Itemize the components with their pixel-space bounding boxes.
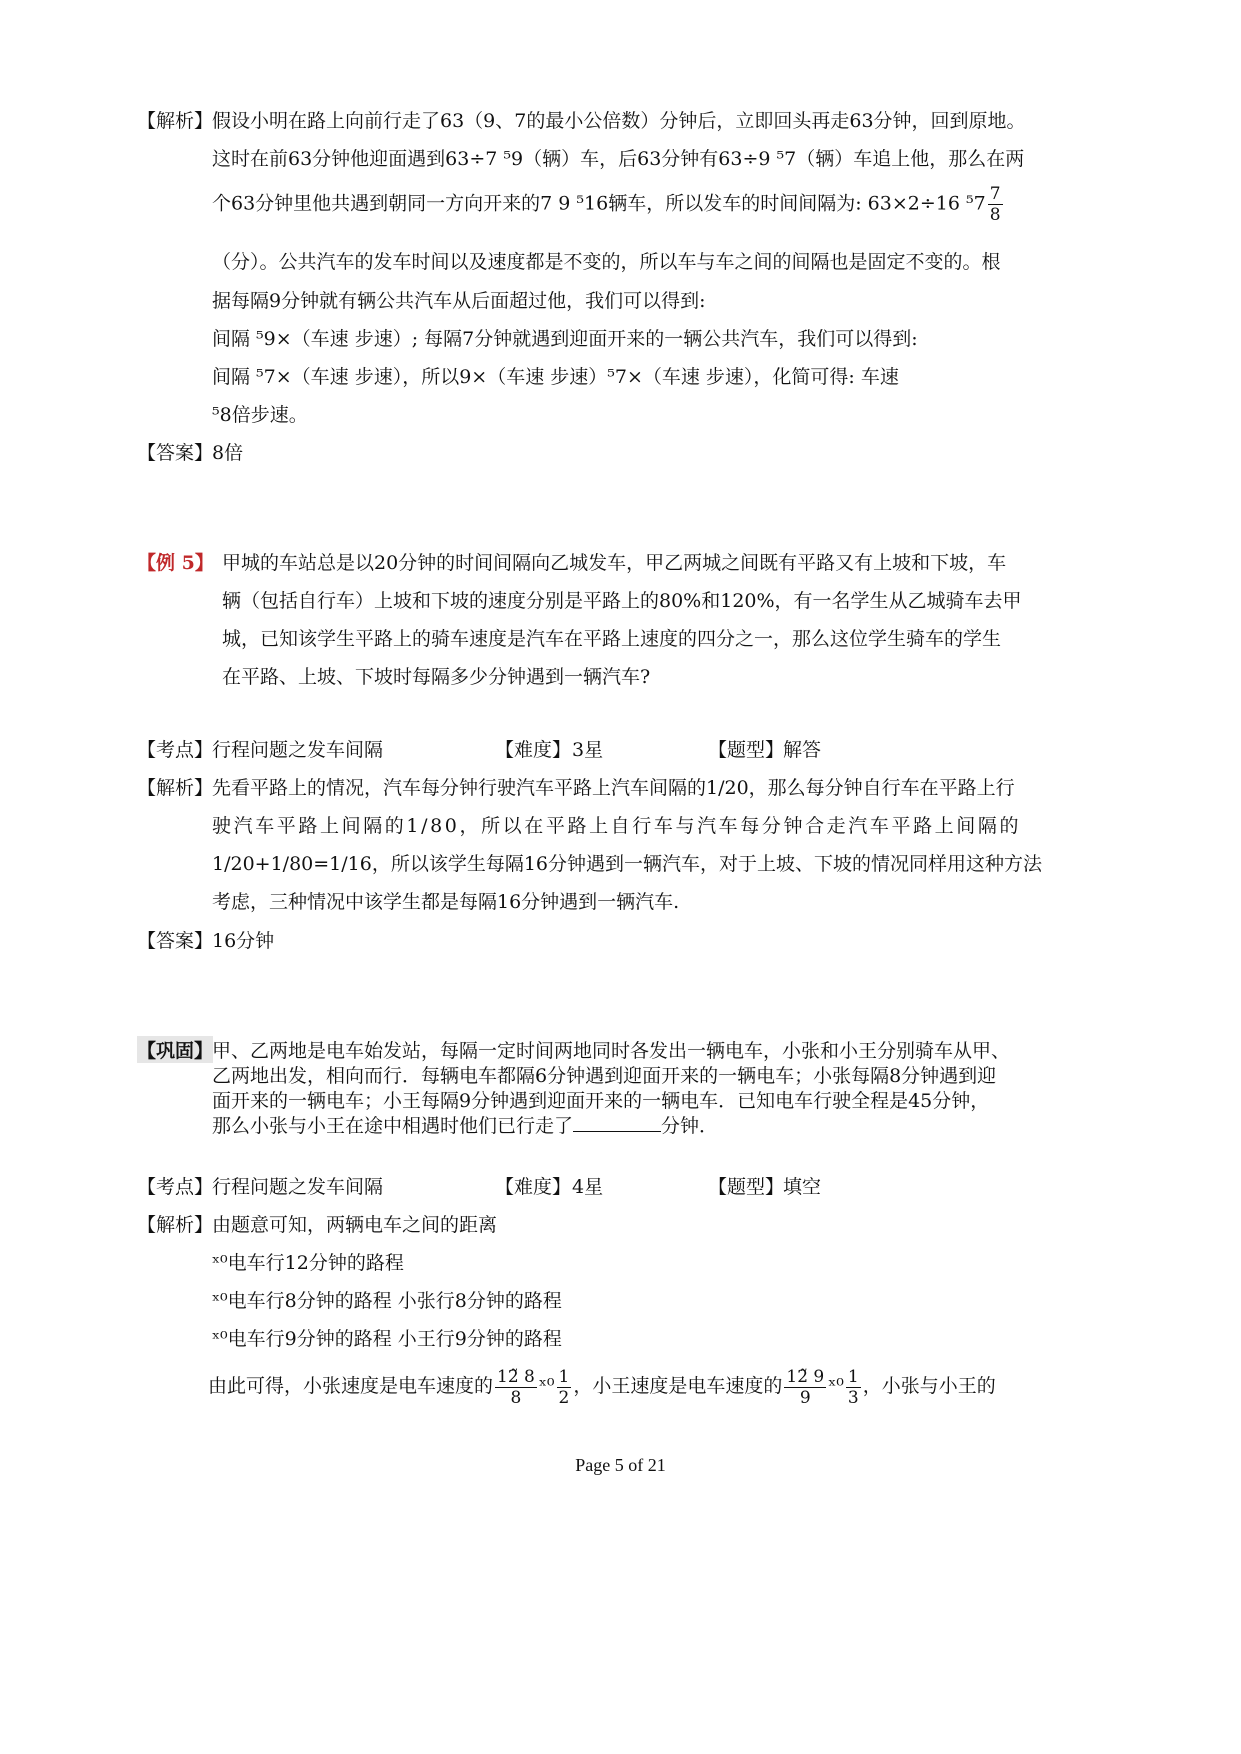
jiexi-line-3 [212, 184, 1005, 225]
fraction-zhang-expr: $\frac{12̃ 8}{8}$ [497, 1366, 535, 1408]
fraction-one-half: $\frac{1}{2}$ [558, 1366, 570, 1408]
nandu-label: 【难度】 [495, 739, 572, 761]
jiexi-2-line-3: 1/20+1/80=1/16，所以该学生每隔16分钟遇到一辆汽车，对于上坡、下坡的情况同样用这种方法 [212, 853, 1043, 875]
gonggu-line-4 [212, 1111, 718, 1138]
tixing-label-3: 【题型】 [708, 1176, 785, 1198]
jiexi-3-line-4: ˣ⁰电车行9分钟的路程 小王行9分钟的路程 [212, 1328, 562, 1350]
jiexi-3-line-3: ˣ⁰电车行8分钟的路程 小张行8分钟的路程 [212, 1290, 562, 1312]
fraction-7-8: $\frac{7}{8}$ [989, 184, 1001, 225]
jiexi-line-3-text: 个63分钟里他共遇到朝同一方向开来的7 9 ⁵16辆车，所以发车的时间间隔为: 63×2÷16 ⁵7 [212, 192, 986, 215]
example-5-line-1: 甲城的车站总是以20分钟的时间间隔向乙城发车，甲乙两城之间既有平路又有上坡和下坡，车 [222, 552, 1007, 574]
gonggu-label: 【巩固】 [137, 1036, 213, 1063]
answer-text: 8倍 [212, 442, 244, 464]
nandu-value-3: 4星 [572, 1176, 604, 1198]
nandu-value: 3星 [572, 739, 604, 761]
example-5-label: 【例 5】 [137, 552, 214, 574]
jiexi-2-line-1: 先看平路上的情况，汽车每分钟行驶汽车平路上汽车间隔的1/20，那么每分钟自行车在平路上行 [212, 777, 1015, 799]
kaodian-label: 【考点】 [137, 739, 214, 761]
jiexi-3-line-1: 由题意可知，两辆电车之间的距离 [212, 1214, 498, 1236]
jiexi-line-8: ⁵8倍步速。 [212, 404, 308, 426]
nandu-label-3: 【难度】 [495, 1176, 572, 1198]
kaodian-value-3: 行程问题之发车间隔 [212, 1176, 384, 1198]
jiexi-line-5: 据每隔9分钟就有辆公共汽车从后面超过他，我们可以得到: [212, 290, 706, 312]
gonggu-line-2: 乙两地出发，相向而行．每辆电车都隔6分钟遇到迎面开来的一辆电车；小张每隔8分钟遇到迎 [212, 1065, 997, 1087]
jiexi-label-3: 【解析】 [137, 1214, 214, 1236]
jiexi-line-1: 假设小明在路上向前行走了63（9、7的最小公倍数）分钟后，立即回头再走63分钟，回到原地。 [212, 110, 1026, 132]
example-5-line-3: 城，已知该学生平路上的骑车速度是汽车在平路上速度的四分之一，那么这位学生骑车的学生 [222, 628, 1002, 650]
kaodian-label-3: 【考点】 [137, 1176, 214, 1198]
equals-mark-2: ˣ⁰ [828, 1375, 844, 1397]
fraction-wang-expr: $\frac{12̃ 9}{9}$ [786, 1366, 825, 1408]
jiexi-3-line-5 [208, 1362, 996, 1410]
jiexi-3-line-5-c: ，小张与小王的 [862, 1375, 996, 1397]
jiexi-3-line-5-b: ，小王速度是电车速度的 [573, 1375, 783, 1397]
gonggu-line-4-text: 那么小张与小王在途中相遇时他们已行走了 [212, 1115, 574, 1137]
jiexi-2-line-4: 考虑，三种情况中该学生都是每隔16分钟遇到一辆汽车. [212, 891, 680, 913]
jiexi-line-7: 间隔 ⁵7×（车速 步速），所以9×（车速 步速）⁵7×（车速 步速），化简可得: 车速 [212, 366, 899, 388]
jiexi-line-4: （分）。公共汽车的发车时间以及速度都是不变的，所以车与车之间的间隔也是固定不变的。根 [212, 251, 1001, 273]
jiexi-2-line-2: 驶汽车平路上间隔的1/80，所以在平路上自行车与汽车每分钟合走汽车平路上间隔的 [212, 815, 1022, 837]
answer-text-2: 16分钟 [212, 930, 275, 952]
jiexi-label: 【解析】 [137, 110, 214, 132]
answer-label-2: 【答案】 [137, 930, 214, 952]
example-5-line-2: 辆（包括自行车）上坡和下坡的速度分别是平路上的80%和120%，有一名学生从乙城骑车去甲 [222, 590, 1022, 612]
answer-label: 【答案】 [137, 442, 214, 464]
jiexi-line-6: 间隔 ⁵9×（车速 步速）; 每隔7分钟就遇到迎面开来的一辆公共汽车，我们可以得到: [212, 328, 918, 350]
answer-blank [573, 1113, 661, 1132]
fraction-one-third: $\frac{1}{3}$ [847, 1366, 859, 1408]
gonggu-line-3: 面开来的一辆电车；小王每隔9分钟遇到迎面开来的一辆电车．已知电车行驶全程是45分钟， [212, 1090, 990, 1112]
tixing-value: 解答 [783, 739, 822, 761]
jiexi-3-line-2: ˣ⁰电车行12分钟的路程 [212, 1252, 404, 1274]
kaodian-value: 行程问题之发车间隔 [212, 739, 384, 761]
gonggu-line-1: 甲、乙两地是电车始发站，每隔一定时间两地同时各发出一辆电车，小张和小王分别骑车从甲、 [212, 1040, 1011, 1062]
example-5-line-4: 在平路、上坡、下坡时每隔多少分钟遇到一辆汽车? [222, 666, 651, 688]
tixing-label: 【题型】 [708, 739, 785, 761]
jiexi-line-2: 这时在前63分钟他迎面遇到63÷7 ⁵9（辆）车，后63分钟有63÷9 ⁵7（辆）车追上他，那么在两 [212, 148, 1025, 170]
jiexi-3-line-5-a: 由此可得，小张速度是电车速度的 [208, 1375, 494, 1397]
tixing-value-3: 填空 [783, 1176, 822, 1198]
gonggu-line-4-end: 分钟． [661, 1115, 719, 1137]
equals-mark-1: ˣ⁰ [538, 1375, 555, 1397]
jiexi-label-2: 【解析】 [137, 777, 214, 799]
page-footer: Page 5 of 21 [575, 1455, 666, 1475]
